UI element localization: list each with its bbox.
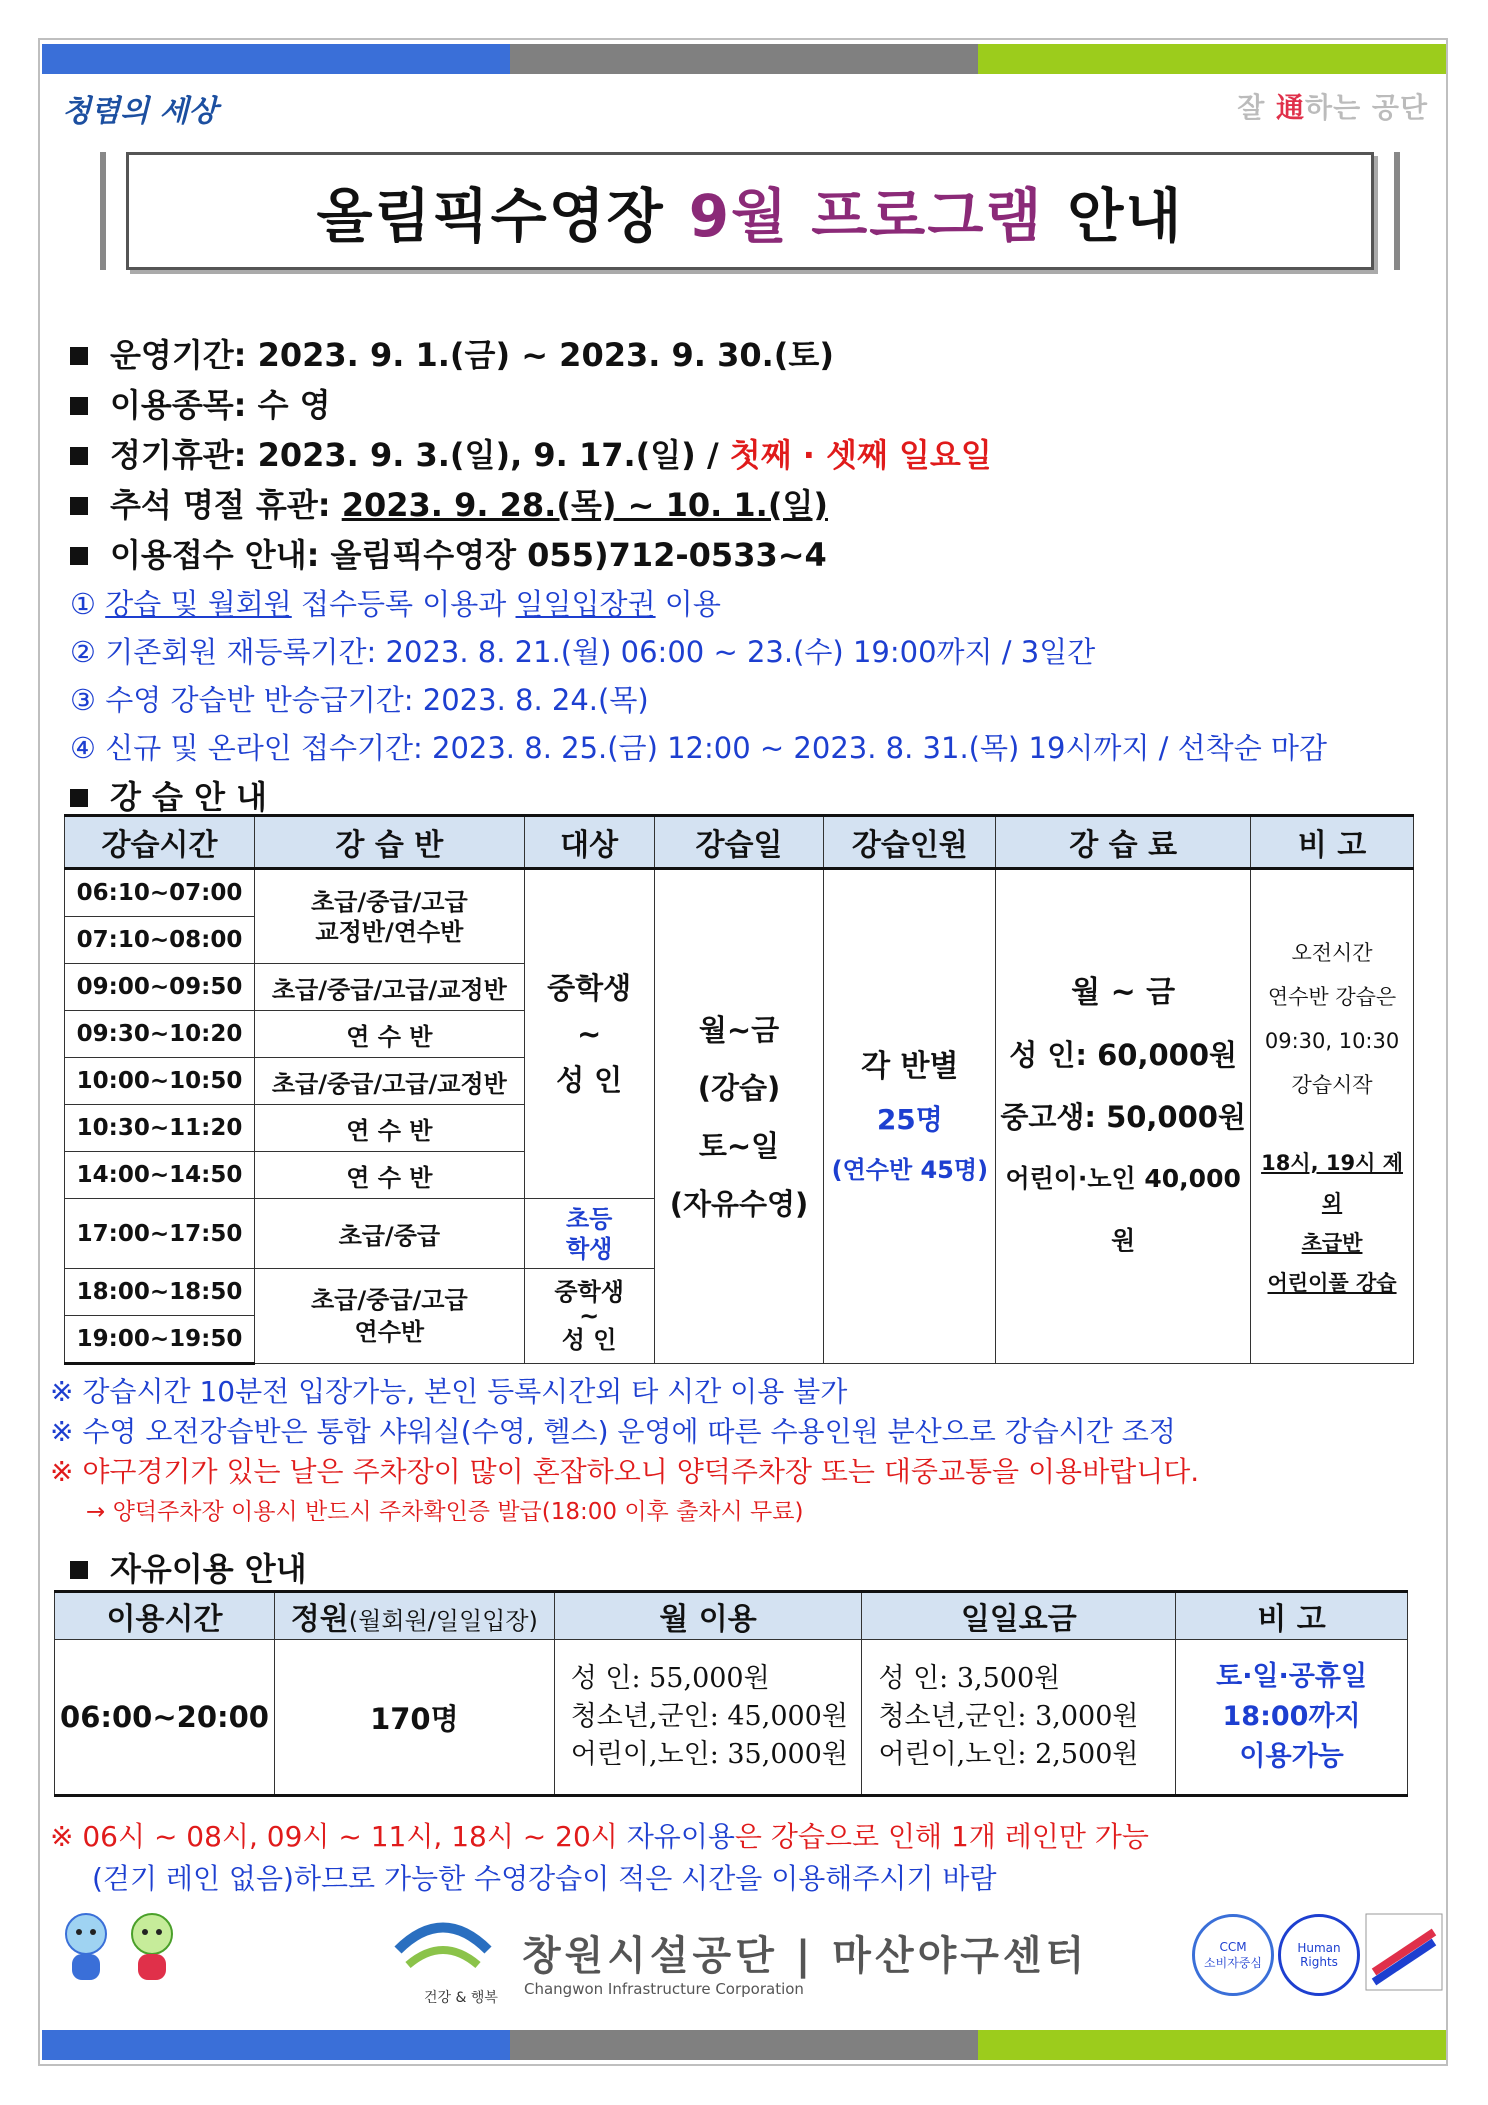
info-sub-4: ④ 신규 및 온라인 접수기간: 2023. 8. 25.(금) 12:00 ~ 2023. 8. 31.(목) 19시까지 / 선착순 마감 [70, 731, 1327, 765]
capacity-cell [824, 869, 996, 1364]
time-cell: 07:10~08:00 [65, 917, 255, 964]
note-shower: ※ 수영 오전강습반은 통합 샤워실(수영, 헬스) 운영에 따른 수용인원 분산으로 강습시간 조정 [50, 1415, 1176, 1448]
human-rights-badge: Human Rights [1278, 1914, 1360, 1996]
time-cell: 19:00~19:50 [65, 1316, 255, 1364]
title-post: 안내 [1067, 182, 1184, 250]
org-name: 창원시설공단 | 마산야구센터 [522, 1933, 1089, 1979]
class-cell: 연 수 반 [254, 1152, 524, 1199]
class-cell: 초급/중급/고급/교정반 [254, 964, 524, 1011]
info-sport: 이용종목: 수 영 [62, 380, 1442, 430]
mascot-green-icon [124, 1910, 180, 1986]
info-holiday: 추석 명절 휴관: 2023. 9. 28.(목) ~ 10. 1.(일) [62, 480, 1442, 530]
days-cell: 월~금 (강습) 토~일 (자유수영) [654, 869, 824, 1364]
title-banner [100, 152, 1400, 270]
col-fee: 강 습 료 [996, 816, 1251, 869]
info-sub-1: ① 강습 및 월회원 접수등록 이용과 일일입장권 이용 [70, 587, 721, 621]
title-pre: 올림픽수영장 [316, 182, 665, 250]
info-list [62, 330, 1442, 772]
time-cell: 09:30~10:20 [65, 1011, 255, 1058]
ccm-badge: CCM 소비자중심 [1192, 1914, 1274, 1996]
col-free-capacity: 정원(월회원/일일입장) [274, 1592, 554, 1640]
col-days: 강습일 [654, 816, 824, 869]
lessons-section-title: 강 습 안 내 [62, 772, 267, 818]
note-entry: ※ 강습시간 10분전 입장가능, 본인 등록시간외 타 시간 이용 불가 [50, 1375, 848, 1408]
fee-cell [996, 869, 1251, 1364]
col-free-time: 이용시간 [55, 1592, 275, 1640]
time-cell: 14:00~14:50 [65, 1152, 255, 1199]
lessons-table [64, 814, 1414, 1365]
col-remark: 비 고 [1251, 816, 1414, 869]
integrity-logo: 청렴의 세상 [62, 94, 218, 129]
top-color-bar [42, 44, 1446, 74]
time-cell: 18:00~18:50 [65, 1269, 255, 1316]
table-row [65, 869, 1414, 917]
free-use-note: ※ 06시 ~ 08시, 09시 ~ 11시, 18시 ~ 20시 자유이용은 강습으로 인해 1개 레인만 가능 (걷기 레인 없음)하므로 가능한 수영강습이 적은 시간을 이용해주시기 바람 [50, 1820, 1149, 1895]
footer [42, 1910, 1446, 2020]
info-sub-3: ③ 수영 강습반 반승급기간: 2023. 8. 24.(목) [70, 683, 649, 717]
free-use-table [54, 1590, 1408, 1797]
class-cell: 연 수 반 [254, 1105, 524, 1152]
class-cell: 초급/중급/고급/교정반 [254, 1058, 524, 1105]
note-parking: ※ 야구경기가 있는 날은 주차장이 많이 혼잡하오니 양덕주차장 또는 대중교통을 이용바랍니다. [50, 1455, 1200, 1488]
mascot-blue-icon [58, 1910, 114, 1986]
fee-adult: 성 인: 60,000원 [1009, 1037, 1238, 1072]
fee-teen: 중고생: 50,000원 [1000, 1099, 1246, 1134]
org-sub: Changwon Infrastructure Corporation [524, 1980, 804, 1998]
remark-morning: 오전시간 연수반 강습은 09:30, 10:30 강습시작 [1264, 940, 1400, 1097]
time-cell: 17:00~17:50 [65, 1199, 255, 1269]
svg-text:건강 & 행복: 건강 & 행복 [424, 1990, 498, 2006]
title-accent: 9월 프로그램 [688, 182, 1044, 250]
capacity-main: 각 반별 [861, 1048, 959, 1084]
remark-cell [1251, 869, 1414, 1364]
fee-child: 어린이·노인 40,000원 [1005, 1163, 1241, 1255]
target-main-cell: 중학생 ~ 성 인 [524, 869, 654, 1199]
free-capacity-cell: 170명 [274, 1640, 554, 1796]
note-parking-sub: → 양덕주차장 이용시 반드시 주차확인증 발급(18:00 이후 출차시 무료) [86, 1499, 804, 1525]
lesson-notes [50, 1372, 1440, 1532]
bottom-color-bar [42, 2030, 1446, 2060]
time-cell: 09:00~09:50 [65, 964, 255, 1011]
col-target: 대상 [524, 816, 654, 869]
fee-days: 월 ~ 금 [1071, 974, 1176, 1010]
info-contact: 이용접수 안내: 올림픽수영장 055)712-0533~4 [62, 530, 1442, 580]
free-daily-cell: 성 인: 3,500원 청소년,군인: 3,000원 어린이,노인: 2,500원 [862, 1640, 1176, 1796]
free-use-header-row [55, 1592, 1408, 1640]
slogan-logo: 잘 通하는 공단 [1237, 91, 1428, 124]
free-use-section-title: 자유이용 안내 [62, 1544, 307, 1590]
class-cell: 초급/중급 [254, 1199, 524, 1269]
col-class: 강 습 반 [254, 816, 524, 869]
col-free-monthly: 월 이용 [554, 1592, 862, 1640]
time-cell: 10:00~10:50 [65, 1058, 255, 1105]
target-evening-cell: 중학생 ~ 성 인 [524, 1269, 654, 1364]
free-time-cell: 06:00~20:00 [55, 1640, 275, 1796]
info-period: 운영기간: 2023. 9. 1.(금) ~ 2023. 9. 30.(토) [62, 330, 1442, 380]
changwon-logo-icon [388, 1910, 498, 2010]
target-kids-cell: 초등 학생 [524, 1199, 654, 1269]
col-capacity: 강습인원 [824, 816, 996, 869]
time-cell: 06:10~07:00 [65, 869, 255, 917]
capacity-num: 25명 [876, 1102, 943, 1136]
certification-flag-icon [1364, 1912, 1444, 1992]
time-cell: 10:30~11:20 [65, 1105, 255, 1152]
free-remark-cell: 토·일·공휴일 18:00까지 이용가능 [1176, 1640, 1408, 1796]
capacity-note: (연수반 45명) [831, 1155, 989, 1184]
remark-evening: 18시, 19시 제외 초급반 어린이풀 강습 [1261, 1150, 1403, 1295]
class-cell: 연 수 반 [254, 1011, 524, 1058]
class-cell: 초급/중급/고급 교정반/연수반 [254, 869, 524, 964]
free-monthly-cell: 성 인: 55,000원 청소년,군인: 45,000원 어린이,노인: 35,000원 [554, 1640, 862, 1796]
info-sub-2: ② 기존회원 재등록기간: 2023. 8. 21.(월) 06:00 ~ 23.(수) 19:00까지 / 3일간 [70, 635, 1096, 669]
lessons-header-row [65, 816, 1414, 869]
col-free-daily: 일일요금 [862, 1592, 1176, 1640]
info-closed: 정기휴관: 2023. 9. 3.(일), 9. 17.(일) / 첫째 · 셋째 일요일 [62, 430, 1442, 480]
class-cell: 초급/중급/고급 연수반 [254, 1269, 524, 1364]
col-time: 강습시간 [65, 816, 255, 869]
col-free-remark: 비 고 [1176, 1592, 1408, 1640]
table-row [55, 1640, 1408, 1796]
